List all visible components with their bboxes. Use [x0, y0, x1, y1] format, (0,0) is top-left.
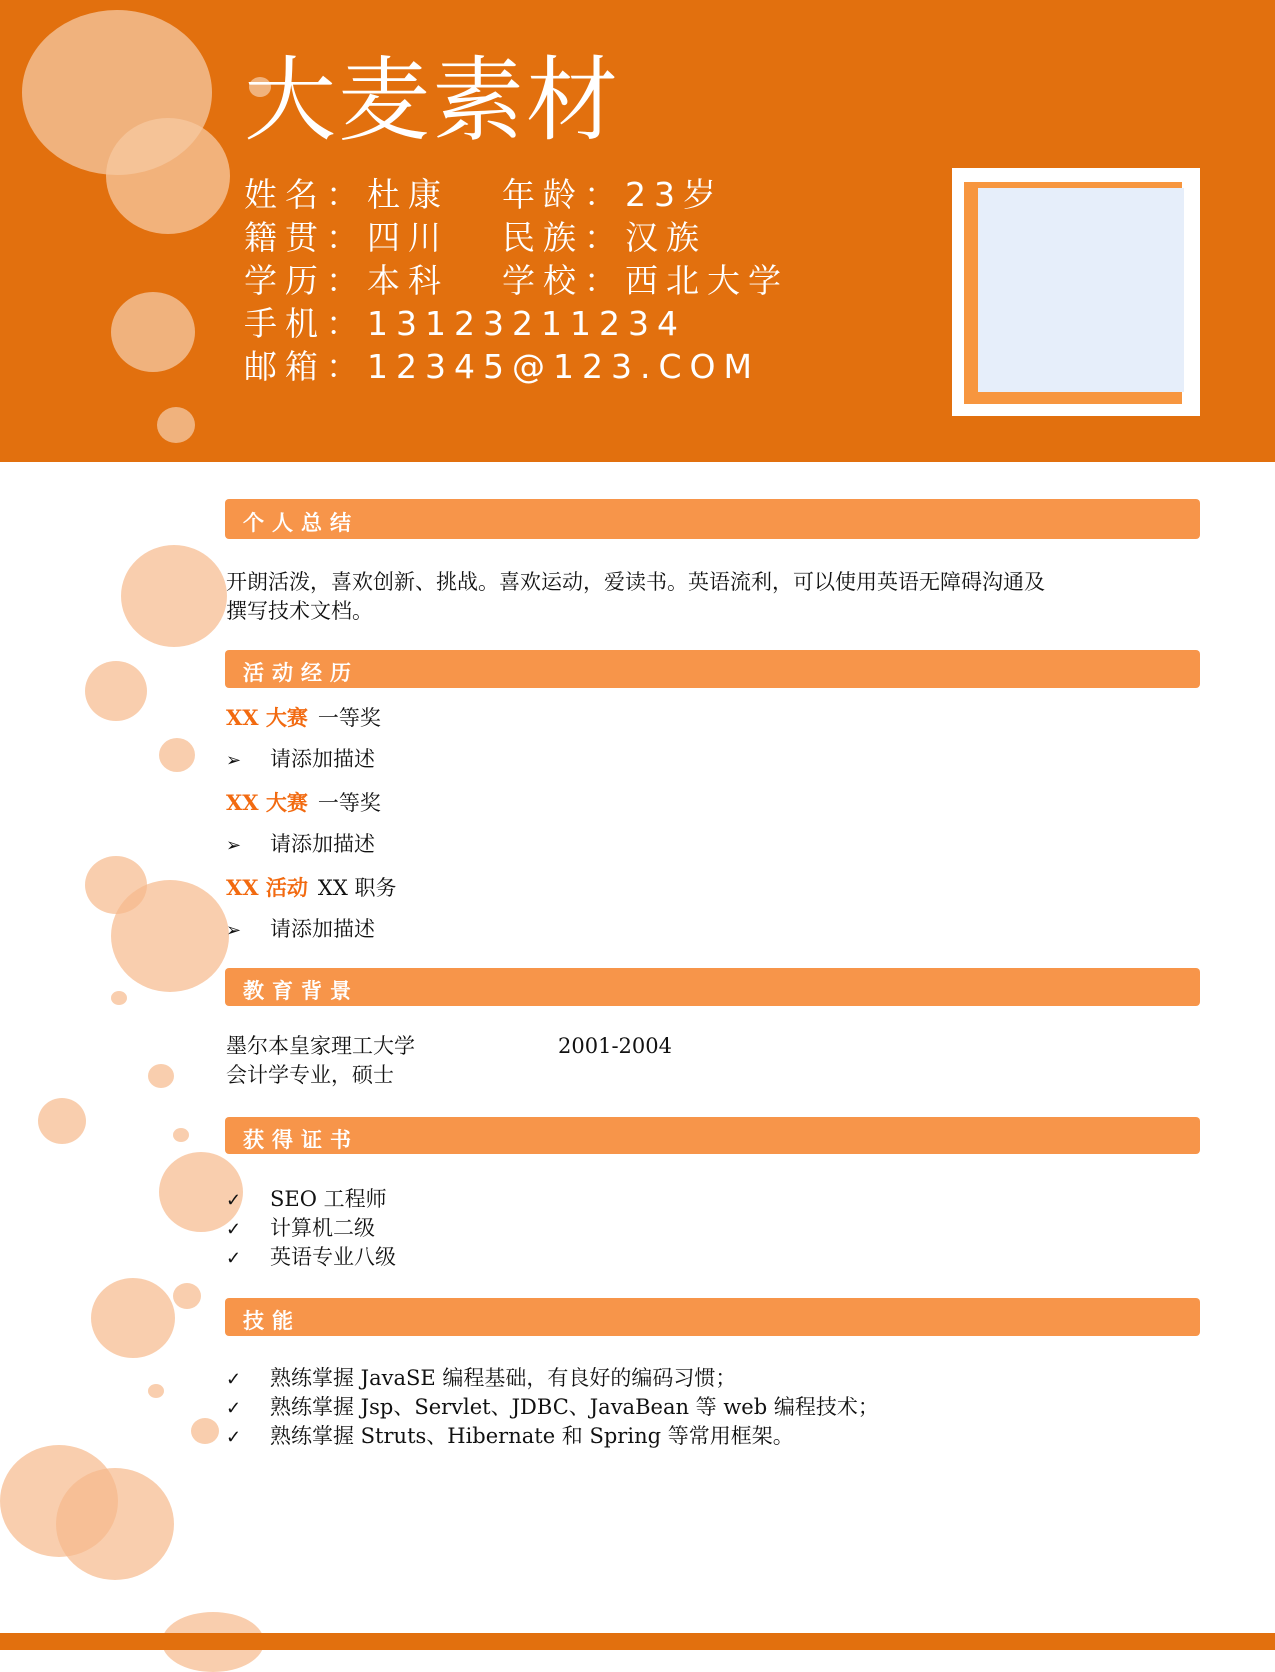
decor-circle — [173, 1283, 201, 1309]
skill-text: 熟练掌握 Jsp、Servlet、JDBC、JavaBean 等 web 编程技术； — [270, 1395, 879, 1419]
section-certificates-bar — [225, 1117, 1200, 1154]
activity-result: XX 职务 — [317, 876, 397, 900]
decor-circle — [191, 1418, 219, 1444]
section-skills-title: 技能 — [243, 1309, 301, 1333]
certificate-text: 英语专业八级 — [270, 1245, 396, 1269]
decor-circle — [56, 1468, 174, 1580]
header-banner — [0, 0, 1275, 462]
info-row-1 — [244, 175, 724, 215]
skill-text: 熟练掌握 JavaSE 编程基础，有良好的编码习惯； — [270, 1366, 737, 1390]
section-certificates-title: 获得证书 — [243, 1128, 359, 1152]
info-ethnicity: 民族：汉族 — [502, 218, 707, 257]
decor-circle — [91, 1278, 175, 1358]
check-icon: ✓ — [226, 1427, 242, 1448]
activity-name: XX 大赛 — [226, 790, 308, 815]
section-summary-title: 个人总结 — [243, 511, 359, 535]
activity-desc — [226, 743, 375, 773]
activity-item — [226, 787, 381, 817]
info-phone: 手机：13123211234 — [244, 304, 686, 343]
decor-circle — [38, 1098, 86, 1144]
section-summary-bar — [225, 499, 1200, 539]
summary-line-2: 撰写技术文档。 — [226, 599, 373, 623]
section-skills-bar — [225, 1298, 1200, 1336]
arrow-bullet-icon: ➢ — [226, 920, 242, 941]
info-hometown: 籍贯：四川 — [244, 218, 449, 257]
summary-text — [226, 568, 1045, 626]
activity-desc-text: 请添加描述 — [270, 747, 375, 771]
footer-bar — [0, 1633, 1275, 1650]
activity-result: 一等奖 — [317, 791, 381, 815]
certificate-item — [226, 1241, 396, 1271]
certificate-item — [226, 1183, 387, 1213]
skill-text: 熟练掌握 Struts、Hibernate 和 Spring 等常用框架。 — [270, 1424, 794, 1448]
activity-desc — [226, 828, 375, 858]
check-icon: ✓ — [226, 1219, 242, 1240]
activity-name: XX 大赛 — [226, 705, 308, 730]
education-major: 会计学专业，硕士 — [226, 1063, 394, 1087]
activity-item — [226, 702, 381, 732]
arrow-bullet-icon: ➢ — [226, 835, 242, 856]
decor-circle — [106, 118, 230, 234]
info-row-2 — [244, 218, 707, 258]
decor-circle — [111, 880, 229, 992]
check-icon: ✓ — [226, 1190, 242, 1211]
summary-line-1: 开朗活泼，喜欢创新、挑战。喜欢运动，爱读书。英语流利，可以使用英语无障碍沟通及 — [226, 570, 1045, 594]
info-name: 姓名：杜康 — [244, 175, 449, 214]
education-school: 墨尔本皇家理工大学 — [226, 1034, 415, 1058]
check-icon: ✓ — [226, 1369, 242, 1390]
resume-title: 大麦素材 — [244, 47, 621, 154]
section-education-title: 教育背景 — [243, 979, 359, 1003]
decor-circle — [111, 292, 195, 372]
decor-circle — [157, 407, 195, 443]
check-icon: ✓ — [226, 1398, 242, 1419]
activity-result: 一等奖 — [317, 706, 381, 730]
decor-circle — [159, 738, 195, 772]
check-icon: ✓ — [226, 1248, 242, 1269]
photo-placeholder[interactable] — [952, 168, 1200, 416]
info-row-5 — [244, 347, 760, 387]
activity-item — [226, 872, 396, 902]
info-row-3 — [244, 261, 789, 301]
certificate-text: SEO 工程师 — [270, 1187, 387, 1211]
decor-circle — [121, 545, 227, 647]
certificate-item — [226, 1212, 375, 1242]
info-row-4 — [244, 304, 686, 344]
decor-circle — [173, 1128, 189, 1142]
education-years: 2001-2004 — [558, 1034, 672, 1058]
section-activities-title: 活动经历 — [243, 661, 359, 685]
info-age: 年龄：23岁 — [502, 175, 724, 214]
skill-item — [226, 1420, 794, 1450]
section-education-bar — [225, 968, 1200, 1006]
activity-name: XX 活动 — [226, 875, 308, 900]
info-degree: 学历：本科 — [244, 261, 449, 300]
info-school: 学校：西北大学 — [502, 261, 789, 300]
photo-area — [978, 188, 1184, 392]
decor-circle — [148, 1384, 164, 1398]
activity-desc-text: 请添加描述 — [270, 917, 375, 941]
decor-circle — [148, 1064, 174, 1088]
arrow-bullet-icon: ➢ — [226, 750, 242, 771]
activity-desc-text: 请添加描述 — [270, 832, 375, 856]
skill-item — [226, 1362, 736, 1392]
decor-circle — [85, 661, 147, 721]
section-activities-bar — [225, 650, 1200, 688]
info-email: 邮箱：12345@123.COM — [244, 347, 760, 386]
skill-item — [226, 1391, 879, 1421]
decor-circle — [111, 991, 127, 1005]
activity-desc — [226, 913, 375, 943]
certificate-text: 计算机二级 — [270, 1216, 375, 1240]
